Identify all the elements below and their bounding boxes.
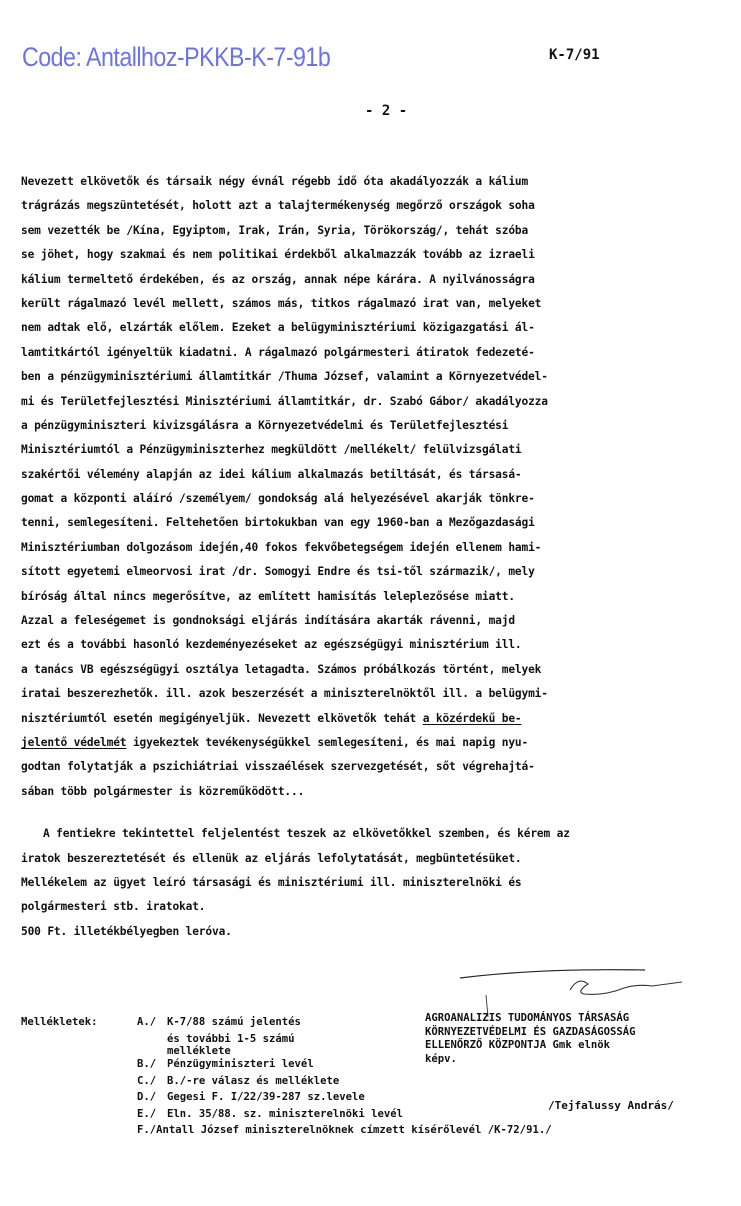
text-line: iratok beszereztetését és ellenük az eljárás lefolytatását, megbüntetésüket. <box>21 851 522 865</box>
text-line: ezt és a további hasonló kezdeményezéseket az egészségügyi minisztérium ill. <box>21 638 522 652</box>
text-line: polgármesteri stb. iratokat. <box>21 900 206 914</box>
text-line: iratai beszerezhetők. ill. azok beszerzését a miniszterelnöktől ill. a belügymi- <box>21 687 548 701</box>
text-line: Mellékelem az ügyet leíró társasági és minisztériumi ill. miniszterelnöki és <box>21 875 522 889</box>
enclosure-text: melléklete <box>167 1045 231 1057</box>
organization-block <box>425 1012 635 1066</box>
underlined-phrase: jelentő védelmét <box>21 735 127 749</box>
text-line: bíróság által nincs megerősítve, az említett hamisítás leleplezősése miatt. <box>21 589 515 603</box>
enclosure-text: Pénzügyminiszteri levél <box>167 1058 314 1070</box>
paragraph-2 <box>21 822 731 944</box>
enclosures-heading: Mellékletek: <box>21 1016 98 1028</box>
text-line: Azzal a feleségemet is gondnoksági eljárás indítására akarták rávenni, majd <box>21 614 515 628</box>
text-line: 500 Ft. illetékbélyegben leróva. <box>21 924 232 938</box>
document-reference: K-7/91 <box>549 47 600 63</box>
enclosure-text: Eln. 35/88. sz. miniszterelnöki levél <box>167 1107 403 1120</box>
enclosure-letter: C./ <box>137 1074 157 1087</box>
text-line: godtan folytatják a pszichiátriai visszaélések szervezgetését, sőt végrehajtá- <box>21 760 535 774</box>
org-line: AGROANALIZIS TUDOMÁNYOS TÁRSASÁG <box>425 1012 630 1024</box>
org-line: KÖRNYEZETVÉDELMI ÉS GAZDASÁGOSSÁG <box>425 1025 636 1038</box>
page-number: - 2 - <box>365 103 408 119</box>
text-line <box>21 731 731 755</box>
text-line: sem vezették be /Kína, Egyiptom, Irak, Irán, Syria, Törökország/, tehát szóba <box>21 223 529 237</box>
enclosure-letter: B./ <box>137 1058 157 1070</box>
enclosure-text: B./-re válasz és melléklete <box>167 1074 340 1087</box>
text-line: sított egyetemi elmeorvosi irat /dr. Somogyi Endre és tsi-től származik/, mely <box>21 565 535 579</box>
enclosure-item-e <box>21 1106 421 1123</box>
enclosure-text: Antall József miniszterelnöknek címzett kísérőlevél /K-72/91./ <box>156 1124 552 1136</box>
enclosure-text: K-7/88 számú jelentés <box>167 1016 301 1028</box>
enclosure-item-d <box>21 1089 421 1106</box>
org-line: képv. <box>425 1052 457 1065</box>
paragraph-1 <box>21 170 731 804</box>
text-line: mi és Területfejlesztési Minisztériumi államtitkár, dr. Szabó Gábor/ akadályozza <box>21 394 548 408</box>
text-line: gomat a központi aláíró /személyem/ gondokság alá helyezésével akarják tönkre- <box>21 492 535 506</box>
enclosure-item-f <box>21 1122 552 1139</box>
text-line: se jöhet, hogy szakmai és nem politikai érdekből alkalmazzák tovább az izraeli <box>21 248 535 262</box>
text-line: szakértői vélemény alapján az idei kálium alkalmazás betiltását, és társasá- <box>21 467 522 481</box>
text-segment: nisztériumtól esetén megigényeljük. Nevezett elkövetők tehát <box>21 711 423 725</box>
enclosure-letter: E./ <box>137 1107 157 1120</box>
text-line <box>21 707 731 731</box>
enclosure-text: Gegesi F. I/22/39-287 sz.levele <box>167 1091 365 1103</box>
org-line: ELLENŐRZŐ KÖZPONTJA Gmk elnök <box>425 1039 610 1051</box>
handwritten-signature <box>420 960 720 1020</box>
enclosure-item-b <box>21 1056 421 1073</box>
text-line: Minisztériumban dolgozásom idején,40 fokos fekvőbetegségem idején ellenem hami- <box>21 540 542 554</box>
text-line: sában több polgármester is közreműködött... <box>21 784 305 798</box>
enclosure-item-a <box>21 1014 421 1031</box>
text-line: Nevezett elkövetők és társaik négy évnál régebb idő óta akadályozzák a kálium <box>21 175 529 188</box>
text-line: trágrázás megszüntetését, holott azt a talajtermékenység megőrző országok soha <box>21 199 535 213</box>
text-line: Minisztériumtól a Pénzügyminiszterhez megküldött /mellékelt/ felülvizsgálati <box>21 443 522 457</box>
enclosure-letter: A./ <box>137 1016 157 1028</box>
signer-name: /Tejfalussy András/ <box>548 1099 674 1112</box>
text-line: tenni, semlegesíteni. Feltehetően birtokukban van egy 1960-ban a Mezőgazdasági <box>21 516 535 530</box>
text-line: A fentiekre tekintettel feljelentést teszek az elkövetőkkel szemben, és kérem az <box>43 827 570 841</box>
document-code-label: Code: Antallhoz-PKKB-K-7-91b <box>22 42 331 72</box>
letter-body <box>21 170 731 944</box>
enclosure-item-c <box>21 1073 421 1090</box>
text-line: nem adtak elő, elzárták előlem. Ezeket a belügyminisztériumi közigazgatási ál- <box>21 321 535 335</box>
text-line: a tanács VB egészségügyi osztálya letagadta. Számos próbálkozás történt, melyek <box>21 662 542 676</box>
enclosure-letter: F./ <box>137 1124 157 1136</box>
text-line: ben a pénzügyminisztériumi államtitkár /Thuma József, valamint a Környezetvédel- <box>21 370 548 384</box>
text-line: lamtitkártól igényeltük kiadatni. A rágalmazó polgármesteri átiratok fedezeté- <box>21 345 535 359</box>
text-line: kálium termeltető érdekében, és az ország, annak népe kárára. A nyilvánosságra <box>21 272 535 286</box>
text-line: került rágalmazó levél mellett, számos más, titkos rágalmazó irat van, melyeket <box>21 296 542 310</box>
enclosure-letter: D./ <box>137 1091 157 1103</box>
text-segment: igyekeztek tevékenységükkel semlegesíteni, és mai napig nyu- <box>126 735 529 749</box>
text-line: a pénzügyminiszteri kivizsgálásra a Környezetvédelmi és Területfejlesztési <box>21 418 509 432</box>
underlined-phrase: a közérdekű be- <box>422 711 522 725</box>
enclosure-text: és további 1-5 számú <box>167 1032 295 1045</box>
